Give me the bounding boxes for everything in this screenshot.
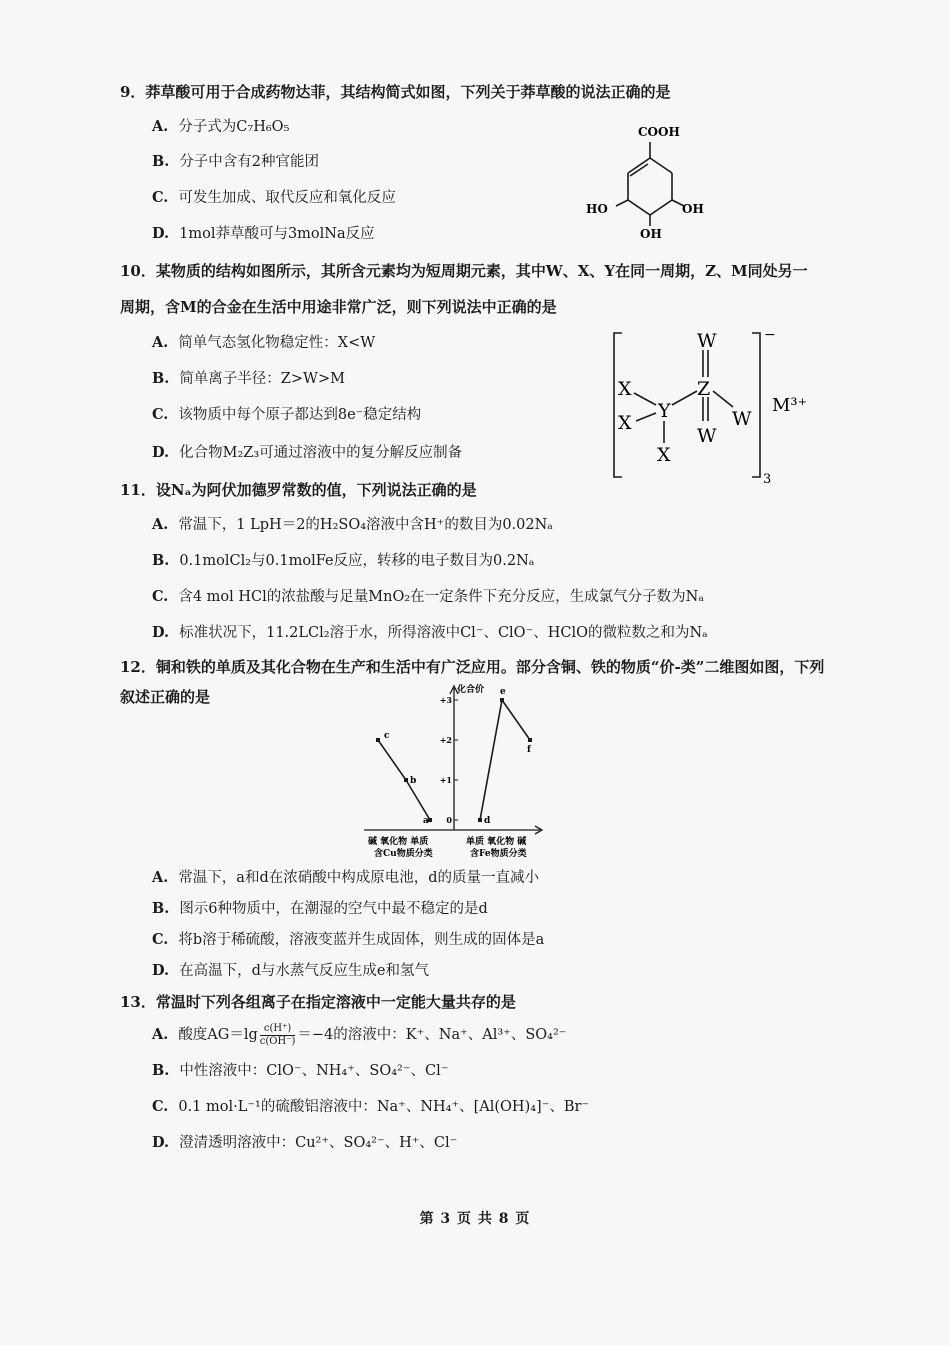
w-top: W	[697, 330, 717, 352]
point-label-d: d	[484, 816, 491, 826]
q11-option-c[interactable]: C. 含4 mol HCl的浓盐酸与足量MnO₂在一定条件下充分反应，生成氯气分子数为Nₐ	[152, 588, 704, 605]
y-tick-label: +3	[439, 695, 452, 705]
y-atom: Y	[658, 400, 671, 422]
q9-stem: 9．莽草酸可用于合成药物达菲，其结构简式如图，下列关于莽草酸的说法正确的是	[120, 83, 671, 101]
shikimic-acid-structure	[580, 118, 720, 243]
w-right: W	[732, 408, 752, 430]
point-c	[376, 738, 380, 742]
fe-group-label: 含Fe物质分类	[470, 849, 527, 859]
q11-option-d[interactable]: D. 标准状况下，11.2LCl₂溶于水，所得溶液中Cl⁻、ClO⁻、HClO的微粒数之和为Nₐ	[152, 624, 708, 641]
ho-left-label: HO	[586, 202, 608, 216]
q12-option-a[interactable]: A. 常温下，a和d在浓硝酸中构成原电池，d的质量一直减小	[152, 869, 540, 886]
point-label-a: a	[423, 816, 429, 826]
q10-stem-line1: 10．某物质的结构如图所示，其所含元素均为短周期元素，其中W、X、Y在同一周期，Z、M同处另一	[120, 262, 808, 280]
valence-class-chart	[360, 682, 560, 864]
x-upper-left: X	[618, 378, 632, 400]
y-tick-label: 0	[446, 815, 452, 825]
q10-option-c[interactable]: C. 该物质中每个原子都达到8e⁻稳定结构	[152, 406, 422, 423]
x-bottom: X	[657, 444, 671, 466]
ag-fraction: $\frac{c(H^+)}{c(OH^-)}$	[259, 1022, 296, 1047]
point-b	[404, 778, 408, 782]
q11-stem: 11．设Nₐ为阿伏加德罗常数的值，下列说法正确的是	[120, 481, 477, 499]
q9-option-a[interactable]: A. 分子式为C₇H₆O₅	[152, 118, 290, 135]
q9-option-c[interactable]: C. 可发生加成、取代反应和氧化反应	[152, 189, 396, 206]
point-f	[528, 738, 532, 742]
oh-right-label: OH	[682, 202, 704, 216]
oh-bottom-label: OH	[640, 227, 662, 241]
point-e	[500, 698, 504, 702]
q10-option-b[interactable]: B. 简单离子半径：Z>W>M	[152, 370, 345, 387]
page-number: 第 3 页 共 8 页	[419, 1211, 531, 1227]
q11-option-a[interactable]: A. 常温下，1 LpH＝2的H₂SO₄溶液中含H⁺的数目为0.02Nₐ	[152, 516, 553, 533]
count-subscript: 3	[763, 472, 772, 487]
m-cation: M³⁺	[772, 395, 808, 416]
q12-stem-line1: 12．铜和铁的单质及其化合物在生产和生活中有广泛应用。部分含铜、铁的物质“价-类”二维图如图，下列	[120, 658, 825, 676]
cu-categories-label: 碱 氧化物 单质	[368, 837, 429, 847]
q13-option-a[interactable]: A. 酸度AG＝lg $\frac{c(H^+)}{c(OH^-)}$ ＝−4的溶液中：K⁺、Na⁺、Al³⁺、SO₄²⁻	[152, 1022, 567, 1047]
q13-option-c[interactable]: C. 0.1 mol·L⁻¹的硫酸铝溶液中：Na⁺、NH₄⁺、[Al(OH)₄]⁻、Br⁻	[152, 1098, 590, 1115]
y-axis-title: 化合价	[457, 685, 485, 695]
q13-option-b[interactable]: B. 中性溶液中：ClO⁻、NH₄⁺、SO₄²⁻、Cl⁻	[152, 1062, 449, 1079]
q10-option-a[interactable]: A. 简单气态氢化物稳定性：X<W	[152, 334, 376, 351]
anion-charge: −	[764, 327, 776, 343]
q9-option-d[interactable]: D. 1mol莽草酸可与3molNa反应	[152, 225, 375, 242]
q13-option-d[interactable]: D. 澄清透明溶液中：Cu²⁺、SO₄²⁻、H⁺、Cl⁻	[152, 1134, 458, 1151]
w-bottom: W	[697, 425, 717, 447]
cu-group-label: 含Cu物质分类	[374, 849, 433, 859]
q10-stem-line2: 周期，含M的合金在生活中用途非常广泛，则下列说法中正确的是	[120, 298, 557, 316]
q12-stem-line2: 叙述正确的是	[120, 688, 211, 706]
q12-option-d[interactable]: D. 在高温下，d与水蒸气反应生成e和氢气	[152, 962, 429, 979]
q12-option-b[interactable]: B. 图示6种物质中，在潮湿的空气中最不稳定的是d	[152, 900, 488, 917]
point-label-f: f	[527, 745, 531, 755]
y-tick-label: +2	[439, 735, 452, 745]
x-lower-left: X	[618, 412, 632, 434]
point-d	[478, 818, 482, 822]
y-tick-label: +1	[439, 775, 452, 785]
q9-option-b[interactable]: B. 分子中含有2种官能团	[152, 153, 320, 170]
q12-option-c[interactable]: C. 将b溶于稀硫酸，溶液变蓝并生成固体，则生成的固体是a	[152, 931, 545, 948]
q13-stem: 13．常温时下列各组离子在指定溶液中一定能大量共存的是	[120, 993, 516, 1011]
fe-categories-label: 单质 氧化物 碱	[466, 837, 527, 847]
point-label-b: b	[410, 776, 417, 786]
z-center: Z	[697, 378, 711, 400]
y-ticks	[440, 695, 458, 825]
q11-option-b[interactable]: B. 0.1molCl₂与0.1molFe反应，转移的电子数目为0.2Nₐ	[152, 552, 535, 569]
point-label-c: c	[384, 731, 390, 741]
point-label-e: e	[500, 687, 506, 697]
series-line-fe	[480, 700, 530, 820]
q10-option-d[interactable]: D. 化合物M₂Z₃可通过溶液中的复分解反应制备	[152, 444, 463, 461]
q10-structure	[600, 325, 830, 490]
cooh-label: COOH	[638, 125, 680, 139]
